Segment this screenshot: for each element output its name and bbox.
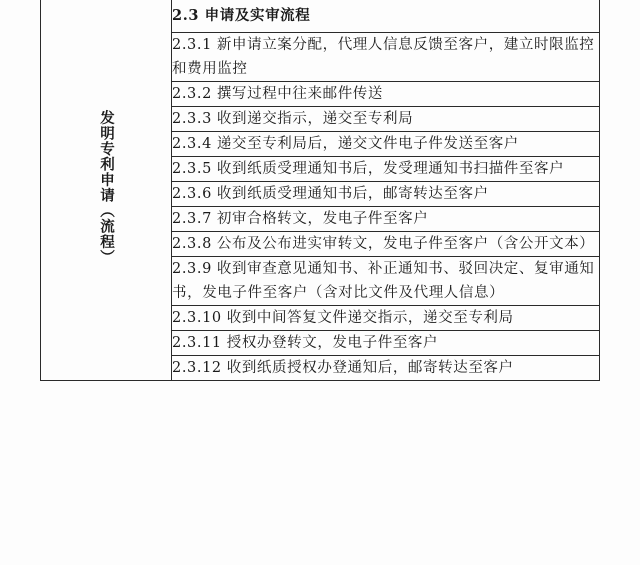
step-text: 收到纸质受理通知书后，邮寄转达至客户 — [216, 186, 489, 202]
step-text: 收到纸质授权办登通知后，邮寄转达至客户 — [226, 360, 514, 376]
step-cell — [172, 306, 600, 331]
step-number: 2.3.2 — [172, 86, 212, 102]
step-text: 初审合格转文，发电子件至客户 — [216, 211, 429, 227]
step-cell — [172, 257, 600, 306]
step-text: 收到审查意见通知书、补正通知书、驳回决定、复审通知书，发电子件至客户（含对比文件及代理人信息） — [172, 261, 595, 301]
step-text: 收到纸质受理通知书后，发受理通知书扫描件至客户 — [216, 161, 565, 177]
step-cell — [172, 331, 600, 356]
step-cell — [172, 157, 600, 182]
table-row — [41, 0, 600, 33]
step-text: 公布及公布进实审转文，发电子件至客户（含公开文本） — [216, 236, 595, 252]
section-header: 2.3 申请及实审流程 — [172, 0, 600, 33]
step-cell — [172, 33, 600, 82]
section-label-cell — [41, 0, 172, 381]
step-cell — [172, 356, 600, 381]
step-number: 2.3.1 — [172, 37, 212, 53]
step-number: 2.3.6 — [172, 186, 212, 202]
process-table — [40, 0, 600, 381]
step-number: 2.3.8 — [172, 236, 212, 252]
step-cell — [172, 107, 600, 132]
step-text: 授权办登转文，发电子件至客户 — [226, 335, 439, 351]
step-cell — [172, 182, 600, 207]
step-text: 收到中间答复文件递交指示，递交至专利局 — [226, 310, 514, 326]
step-cell — [172, 232, 600, 257]
section-label: 发明专利申请（流程） — [98, 110, 115, 265]
step-text: 递交至专利局后，递交文件电子件发送至客户 — [216, 136, 519, 152]
step-number: 2.3.7 — [172, 211, 212, 227]
step-number: 2.3.10 — [172, 310, 222, 326]
step-number: 2.3.11 — [172, 335, 222, 351]
step-number: 2.3.9 — [172, 261, 212, 277]
step-cell — [172, 132, 600, 157]
step-number: 2.3.5 — [172, 161, 212, 177]
step-number: 2.3.12 — [172, 360, 222, 376]
step-text: 收到递交指示，递交至专利局 — [216, 111, 414, 127]
step-cell — [172, 82, 600, 107]
step-number: 2.3.4 — [172, 136, 212, 152]
step-text: 撰写过程中往来邮件传送 — [216, 86, 384, 102]
step-number: 2.3.3 — [172, 111, 212, 127]
step-text: 新申请立案分配，代理人信息反馈至客户，建立时限监控和费用监控 — [172, 37, 595, 77]
step-cell — [172, 207, 600, 232]
